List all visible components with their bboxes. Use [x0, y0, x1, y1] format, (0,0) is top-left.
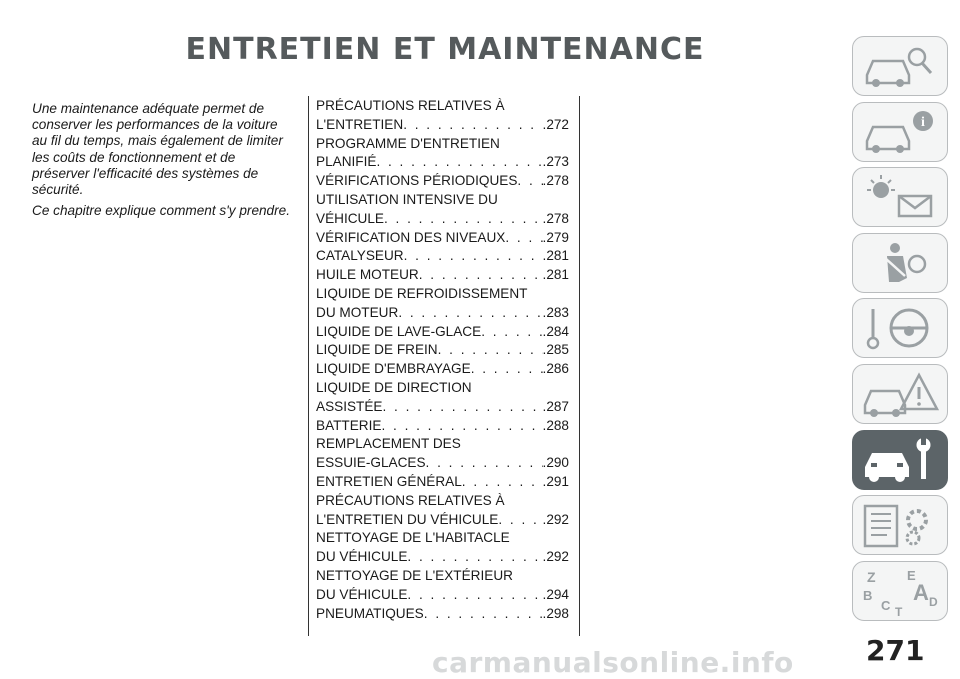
toc-entry[interactable]	[316, 529, 569, 567]
toc-entry[interactable]	[316, 172, 569, 191]
dot-leader	[403, 116, 542, 135]
svg-text:A: A	[913, 579, 929, 605]
table-of-contents	[316, 97, 569, 623]
toc-entry-title: LIQUIDE DE DIRECTION	[316, 379, 472, 395]
toc-entry-line	[316, 323, 569, 342]
svg-text:i: i	[921, 114, 925, 130]
toc-page-number: . 292	[543, 511, 569, 530]
toc-entry-title: ESSUIE-GLACES	[316, 455, 426, 471]
toc-entry-title: HUILE MOTEUR	[316, 267, 419, 283]
toc-entry[interactable]	[316, 97, 569, 135]
toc-entry-line	[316, 454, 569, 473]
toc-entry-line	[316, 511, 569, 530]
specs-gear-icon	[859, 500, 941, 550]
seatbelt-airbag-icon	[859, 238, 941, 288]
toc-entry-line	[316, 398, 569, 417]
dot-leader	[505, 229, 542, 248]
chapter-tab[interactable]	[852, 36, 948, 96]
intro-paragraph: Une maintenance adéquate permet de conserver les performances de la voiture au fil du temps, mais également de limiter les coûts de fonctionnement et de préserver l'efficacité des systèmes de sécurité.	[32, 101, 283, 198]
toc-entry[interactable]	[316, 567, 569, 605]
toc-entry-line	[316, 172, 569, 191]
toc-entry-title: PRÉCAUTIONS RELATIVES À	[316, 98, 505, 113]
car-search-icon	[859, 41, 941, 91]
toc-page-number: . 273	[543, 153, 569, 172]
toc-entry[interactable]	[316, 323, 569, 342]
toc-entry-title: VÉRIFICATION DES NIVEAUX	[316, 229, 506, 245]
dot-leader	[404, 247, 543, 266]
toc-entry-line	[316, 229, 569, 248]
dot-leader	[407, 586, 542, 605]
toc-entry-line	[316, 210, 569, 229]
toc-entry-title: DU MOTEUR	[316, 304, 399, 320]
dot-leader	[481, 323, 542, 342]
chapter-tab[interactable]	[852, 364, 948, 424]
column-divider	[308, 96, 309, 636]
toc-page-number: . 292	[543, 548, 569, 567]
dot-leader	[462, 473, 543, 492]
toc-page-number: . 281	[543, 247, 569, 266]
toc-entry-title: ASSISTÉE	[316, 398, 383, 414]
toc-entry[interactable]	[316, 266, 569, 285]
toc-entry-title: DU VÉHICULE	[316, 549, 408, 565]
toc-entry[interactable]	[316, 341, 569, 360]
toc-entry[interactable]	[316, 379, 569, 417]
toc-page-number: . 287	[543, 398, 569, 417]
svg-text:B: B	[863, 587, 873, 603]
toc-entry-title: NETTOYAGE DE L'EXTÉRIEUR	[316, 567, 513, 583]
toc-entry-line	[316, 247, 569, 266]
toc-entry-title: NETTOYAGE DE L'HABITACLE	[316, 530, 510, 546]
toc-entry[interactable]	[316, 135, 569, 173]
toc-page-number: . 286	[543, 360, 569, 379]
toc-page-number: . 281	[543, 266, 569, 285]
toc-page-number: . 283	[543, 304, 569, 323]
toc-entry-line	[316, 341, 569, 360]
toc-entry-title: VÉRIFICATIONS PÉRIODIQUES	[316, 173, 518, 189]
chapter-tab[interactable]	[852, 167, 948, 227]
toc-entry-line	[316, 304, 569, 323]
toc-entry[interactable]	[316, 247, 569, 266]
chapter-tab[interactable]	[852, 233, 948, 293]
toc-entry-title: ENTRETIEN GÉNÉRAL	[316, 473, 462, 489]
toc-page-number: . 284	[543, 323, 569, 342]
intro-text	[32, 101, 294, 224]
chapter-tab[interactable]	[852, 298, 948, 358]
dot-leader	[498, 511, 542, 530]
toc-page-number: . 291	[543, 473, 569, 492]
chapter-tabs	[852, 36, 952, 626]
page-title: ENTRETIEN ET MAINTENANCE	[185, 32, 705, 67]
toc-entry-title: LIQUIDE DE REFROIDISSEMENT	[316, 285, 528, 301]
toc-entry-line	[316, 116, 569, 135]
toc-entry-title: CATALYSEUR	[316, 248, 404, 264]
dot-leader	[419, 266, 543, 285]
toc-entry-line	[316, 473, 569, 492]
svg-text:Z: Z	[867, 568, 876, 585]
dot-leader	[381, 417, 542, 436]
toc-page-number: . 294	[543, 586, 569, 605]
toc-entry[interactable]	[316, 229, 569, 248]
toc-page-number: . 272	[543, 116, 569, 135]
toc-page-number: . 288	[543, 417, 569, 436]
svg-text:E: E	[907, 567, 916, 583]
dot-leader	[471, 360, 543, 379]
toc-entry-title: REMPLACEMENT DES	[316, 436, 461, 452]
toc-page-number: . 279	[543, 229, 569, 248]
dot-leader	[398, 304, 542, 323]
toc-entry[interactable]	[316, 492, 569, 530]
toc-entry-title: LIQUIDE DE FREIN	[316, 342, 438, 358]
toc-page-number: . 285	[543, 341, 569, 360]
toc-page-number: . 278	[543, 210, 569, 229]
watermark: carmanualsonline.info	[432, 646, 794, 679]
chapter-tab[interactable]	[852, 102, 948, 162]
toc-entry-title: PROGRAMME D'ENTRETIEN	[316, 135, 500, 151]
toc-entry[interactable]	[316, 191, 569, 229]
toc-entry-line	[316, 153, 569, 172]
toc-page-number: . 298	[543, 605, 569, 624]
dot-leader	[424, 605, 543, 624]
chapter-tab[interactable]	[852, 495, 948, 555]
toc-entry-line	[316, 605, 569, 624]
svg-text:D: D	[929, 594, 938, 609]
toc-entry-title: PLANIFIÉ	[316, 154, 377, 170]
dot-leader	[438, 341, 543, 360]
toc-page-number: . 278	[543, 172, 569, 191]
toc-entry-line	[316, 548, 569, 567]
car-warning-triangle-icon	[859, 369, 941, 419]
column-divider	[579, 96, 580, 636]
alphabet-index-icon	[859, 566, 941, 616]
toc-entry-line	[316, 586, 569, 605]
car-wrench-icon	[859, 435, 941, 485]
toc-entry[interactable]	[316, 360, 569, 379]
dot-leader	[376, 153, 542, 172]
toc-entry-title: VÉHICULE	[316, 210, 384, 226]
toc-entry-title: LIQUIDE DE LAVE-GLACE	[316, 323, 482, 339]
svg-text:C: C	[881, 597, 891, 613]
toc-entry[interactable]	[316, 473, 569, 492]
toc-entry-title: UTILISATION INTENSIVE DU	[316, 191, 498, 207]
warning-light-message-icon	[859, 172, 941, 222]
toc-page-number: . 290	[543, 454, 569, 473]
toc-entry-line	[316, 266, 569, 285]
intro-paragraph: Ce chapitre explique comment s'y prendre.	[32, 203, 290, 219]
toc-entry-title: DU VÉHICULE	[316, 586, 408, 602]
toc-entry[interactable]	[316, 285, 569, 323]
page-number: 271	[866, 634, 925, 667]
toc-entry-line	[316, 417, 569, 436]
dot-leader	[382, 398, 542, 417]
toc-entry-title: LIQUIDE D'EMBRAYAGE	[316, 361, 471, 377]
toc-entry-line	[316, 360, 569, 379]
dot-leader	[426, 454, 543, 473]
key-steering-wheel-icon	[859, 303, 941, 353]
dot-leader	[517, 172, 542, 191]
svg-text:T: T	[895, 604, 903, 616]
dot-leader	[407, 548, 542, 567]
chapter-tab[interactable]	[852, 430, 948, 490]
toc-entry-title: L'ENTRETIEN DU VÉHICULE	[316, 511, 499, 527]
toc-entry-title: L'ENTRETIEN	[316, 116, 404, 132]
dot-leader	[384, 210, 543, 229]
car-info-icon	[859, 107, 941, 157]
toc-entry[interactable]	[316, 605, 569, 624]
toc-entry-title: PNEUMATIQUES	[316, 605, 424, 621]
toc-entry[interactable]	[316, 435, 569, 473]
chapter-tab[interactable]	[852, 561, 948, 621]
toc-entry[interactable]	[316, 417, 569, 436]
toc-entry-title: BATTERIE	[316, 417, 382, 433]
toc-entry-title: PRÉCAUTIONS RELATIVES À	[316, 492, 505, 508]
